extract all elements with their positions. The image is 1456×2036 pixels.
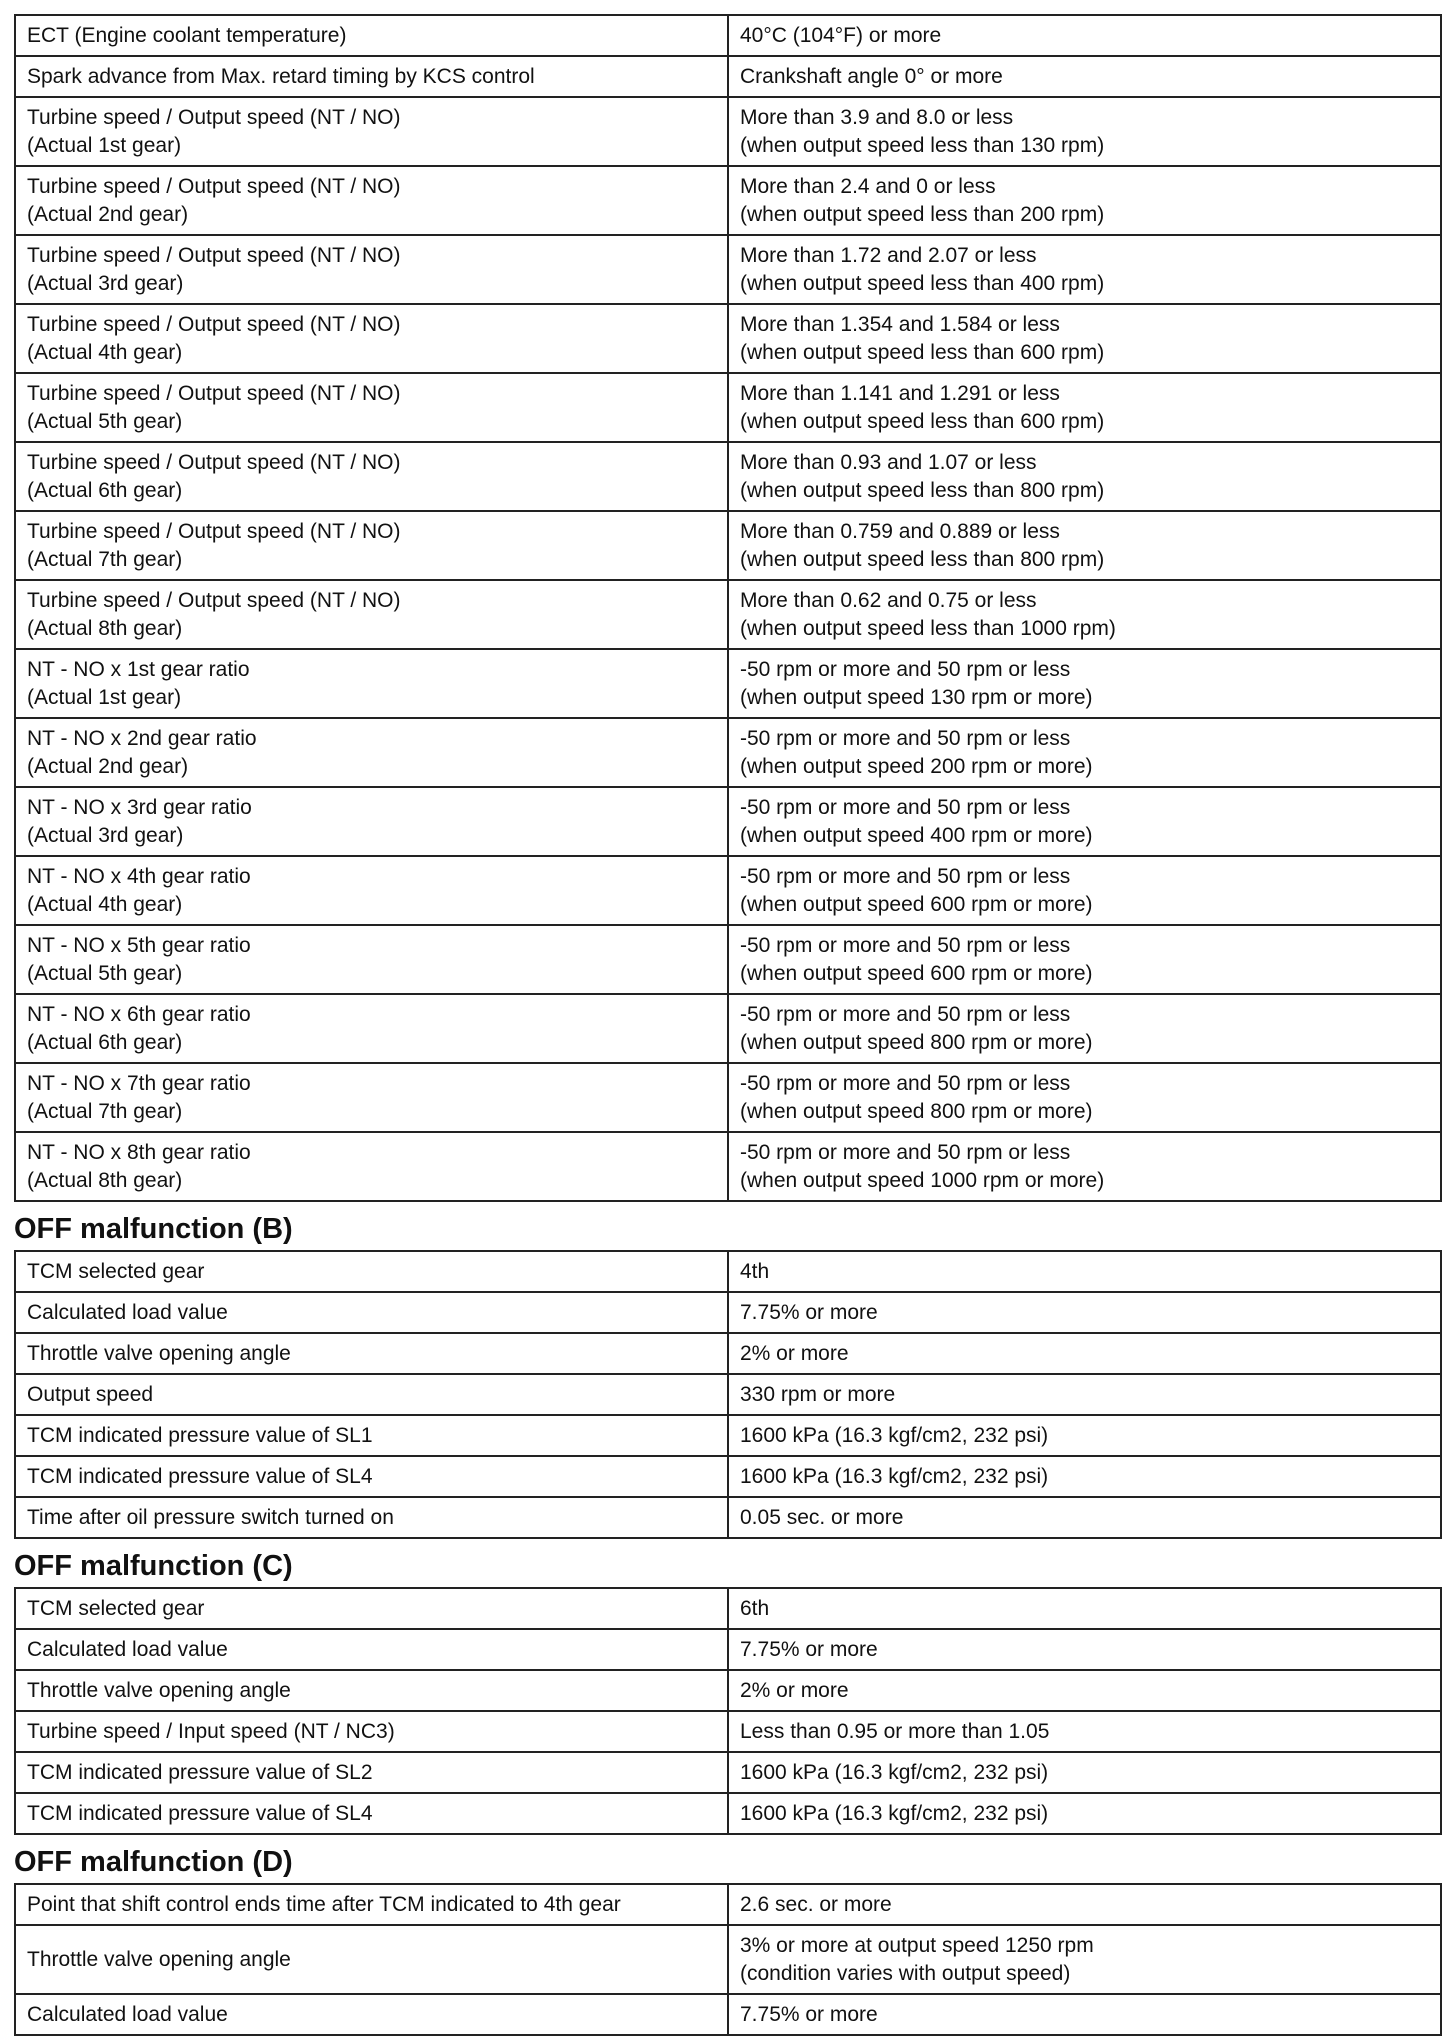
condition-item-cell bbox=[15, 718, 728, 787]
condition-value-cell bbox=[728, 787, 1441, 856]
condition-item-cell bbox=[15, 580, 728, 649]
condition-value-cell bbox=[728, 1132, 1441, 1201]
condition-item-cell bbox=[15, 97, 728, 166]
cell-text-line: (when output speed less than 800 rpm) bbox=[740, 478, 1105, 502]
cell-text-line: TCM selected gear bbox=[27, 1596, 205, 1620]
condition-value-cell bbox=[728, 235, 1441, 304]
cell-text-line: -50 rpm or more and 50 rpm or less bbox=[740, 795, 1071, 819]
condition-item-cell bbox=[15, 1588, 728, 1629]
condition-value-cell bbox=[728, 1588, 1441, 1629]
cell-text-line: (Actual 2nd gear) bbox=[27, 202, 189, 226]
cell-text-line: Turbine speed / Output speed (NT / NO) bbox=[27, 588, 401, 612]
cell-text-line: Throttle valve opening angle bbox=[27, 1678, 291, 1702]
section-heading-off-malfunction-b: OFF malfunction (B) bbox=[14, 1213, 293, 1245]
cell-text-line: (when output speed less than 400 rpm) bbox=[740, 271, 1105, 295]
conditions-table-off-malfunction-d bbox=[14, 1883, 1442, 2036]
cell-text-line: NT - NO x 8th gear ratio bbox=[27, 1140, 251, 1164]
cell-text-line: -50 rpm or more and 50 rpm or less bbox=[740, 1002, 1071, 1026]
cell-text-line: Turbine speed / Output speed (NT / NO) bbox=[27, 174, 401, 198]
table-row bbox=[15, 304, 1441, 373]
condition-item-cell bbox=[15, 1629, 728, 1670]
cell-text-line: Point that shift control ends time after TCM indicated to 4th gear bbox=[27, 1892, 621, 1916]
table-row bbox=[15, 1670, 1441, 1711]
cell-text-line: (Actual 8th gear) bbox=[27, 616, 183, 640]
cell-text-line: 4th bbox=[740, 1259, 770, 1283]
table-row bbox=[15, 994, 1441, 1063]
cell-text-line: NT - NO x 5th gear ratio bbox=[27, 933, 251, 957]
condition-item-cell bbox=[15, 1925, 728, 1994]
cell-text-line: More than 1.72 and 2.07 or less bbox=[740, 243, 1037, 267]
cell-text-line: (when output speed less than 130 rpm) bbox=[740, 133, 1105, 157]
condition-item-cell bbox=[15, 235, 728, 304]
cell-text-line: 6th bbox=[740, 1596, 770, 1620]
condition-value-cell bbox=[728, 1925, 1441, 1994]
condition-value-cell bbox=[728, 1251, 1441, 1292]
cell-text-line: (when output speed less than 600 rpm) bbox=[740, 340, 1105, 364]
cell-text-line: Calculated load value bbox=[27, 1637, 228, 1661]
table-row bbox=[15, 1588, 1441, 1629]
cell-text-line: (Actual 4th gear) bbox=[27, 340, 183, 364]
condition-item-cell bbox=[15, 1884, 728, 1925]
condition-value-cell bbox=[728, 511, 1441, 580]
condition-item-cell bbox=[15, 56, 728, 97]
section-heading-off-malfunction-d: OFF malfunction (D) bbox=[14, 1846, 293, 1878]
cell-text-line: 2.6 sec. or more bbox=[740, 1892, 892, 1916]
cell-text-line: (Actual 3rd gear) bbox=[27, 823, 184, 847]
cell-text-line: 1600 kPa (16.3 kgf/cm2, 232 psi) bbox=[740, 1464, 1049, 1488]
cell-text-line: (Actual 6th gear) bbox=[27, 1030, 183, 1054]
condition-value-cell bbox=[728, 1415, 1441, 1456]
cell-text-line: TCM indicated pressure value of SL4 bbox=[27, 1464, 373, 1488]
cell-text-line: (when output speed less than 200 rpm) bbox=[740, 202, 1105, 226]
condition-value-cell bbox=[728, 1752, 1441, 1793]
cell-text-line: (Actual 2nd gear) bbox=[27, 754, 189, 778]
conditions-table-off-malfunction-c bbox=[14, 1587, 1442, 1835]
condition-item-cell bbox=[15, 649, 728, 718]
condition-value-cell bbox=[728, 442, 1441, 511]
table-row bbox=[15, 56, 1441, 97]
cell-text-line: Spark advance from Max. retard timing by KCS control bbox=[27, 64, 535, 88]
condition-item-cell bbox=[15, 1711, 728, 1752]
cell-text-line: (when output speed 400 rpm or more) bbox=[740, 823, 1093, 847]
condition-item-cell bbox=[15, 1752, 728, 1793]
cell-text-line: Throttle valve opening angle bbox=[27, 1947, 291, 1971]
section-heading-off-malfunction-c: OFF malfunction (C) bbox=[14, 1550, 293, 1582]
cell-text-line: Turbine speed / Output speed (NT / NO) bbox=[27, 519, 401, 543]
table-row bbox=[15, 649, 1441, 718]
cell-text-line: Turbine speed / Output speed (NT / NO) bbox=[27, 450, 401, 474]
table-row bbox=[15, 1884, 1441, 1925]
cell-text-line: 0.05 sec. or more bbox=[740, 1505, 904, 1529]
cell-text-line: (when output speed 800 rpm or more) bbox=[740, 1030, 1093, 1054]
condition-item-cell bbox=[15, 1374, 728, 1415]
cell-text-line: NT - NO x 4th gear ratio bbox=[27, 864, 251, 888]
condition-value-cell bbox=[728, 580, 1441, 649]
condition-item-cell bbox=[15, 1456, 728, 1497]
cell-text-line: NT - NO x 7th gear ratio bbox=[27, 1071, 251, 1095]
cell-text-line: (Actual 1st gear) bbox=[27, 685, 182, 709]
cell-text-line: (when output speed 800 rpm or more) bbox=[740, 1099, 1093, 1123]
cell-text-line: 40°C (104°F) or more bbox=[740, 23, 942, 47]
cell-text-line: (when output speed 200 rpm or more) bbox=[740, 754, 1093, 778]
table-row bbox=[15, 1251, 1441, 1292]
cell-text-line: 1600 kPa (16.3 kgf/cm2, 232 psi) bbox=[740, 1760, 1049, 1784]
cell-text-line: Crankshaft angle 0° or more bbox=[740, 64, 1003, 88]
cell-text-line: (when output speed less than 800 rpm) bbox=[740, 547, 1105, 571]
table-row bbox=[15, 856, 1441, 925]
cell-text-line: (Actual 1st gear) bbox=[27, 133, 182, 157]
condition-value-cell bbox=[728, 97, 1441, 166]
cell-text-line: (condition varies with output speed) bbox=[740, 1961, 1071, 1985]
table-row bbox=[15, 97, 1441, 166]
table-row bbox=[15, 1629, 1441, 1670]
condition-item-cell bbox=[15, 1292, 728, 1333]
cell-text-line: Calculated load value bbox=[27, 1300, 228, 1324]
condition-value-cell bbox=[728, 1292, 1441, 1333]
condition-value-cell bbox=[728, 1456, 1441, 1497]
condition-item-cell bbox=[15, 856, 728, 925]
cell-text-line: (when output speed 600 rpm or more) bbox=[740, 961, 1093, 985]
table-row bbox=[15, 1994, 1441, 2035]
cell-text-line: -50 rpm or more and 50 rpm or less bbox=[740, 1140, 1071, 1164]
condition-value-cell bbox=[728, 1994, 1441, 2035]
cell-text-line: More than 0.93 and 1.07 or less bbox=[740, 450, 1037, 474]
condition-item-cell bbox=[15, 511, 728, 580]
condition-item-cell bbox=[15, 1132, 728, 1201]
cell-text-line: NT - NO x 6th gear ratio bbox=[27, 1002, 251, 1026]
table-row bbox=[15, 1415, 1441, 1456]
condition-value-cell bbox=[728, 649, 1441, 718]
cell-text-line: -50 rpm or more and 50 rpm or less bbox=[740, 864, 1071, 888]
table-row bbox=[15, 1292, 1441, 1333]
table-row bbox=[15, 1132, 1441, 1201]
condition-item-cell bbox=[15, 1415, 728, 1456]
condition-item-cell bbox=[15, 166, 728, 235]
table-row bbox=[15, 1793, 1441, 1834]
condition-item-cell bbox=[15, 1994, 728, 2035]
cell-text-line: NT - NO x 3rd gear ratio bbox=[27, 795, 252, 819]
cell-text-line: Output speed bbox=[27, 1382, 154, 1406]
cell-text-line: (when output speed 130 rpm or more) bbox=[740, 685, 1093, 709]
table-row bbox=[15, 1333, 1441, 1374]
table-row bbox=[15, 511, 1441, 580]
condition-value-cell bbox=[728, 56, 1441, 97]
cell-text-line: (when output speed 1000 rpm or more) bbox=[740, 1168, 1105, 1192]
cell-text-line: (when output speed less than 1000 rpm) bbox=[740, 616, 1116, 640]
table-row bbox=[15, 1497, 1441, 1538]
cell-text-line: -50 rpm or more and 50 rpm or less bbox=[740, 657, 1071, 681]
table-row bbox=[15, 1925, 1441, 1994]
conditions-table-main bbox=[14, 14, 1442, 1202]
cell-text-line: More than 2.4 and 0 or less bbox=[740, 174, 996, 198]
cell-text-line: Time after oil pressure switch turned on bbox=[27, 1505, 394, 1529]
cell-text-line: 2% or more bbox=[740, 1341, 849, 1365]
condition-value-cell bbox=[728, 1063, 1441, 1132]
cell-text-line: 3% or more at output speed 1250 rpm bbox=[740, 1933, 1094, 1957]
condition-value-cell bbox=[728, 373, 1441, 442]
condition-item-cell bbox=[15, 1251, 728, 1292]
cell-text-line: 330 rpm or more bbox=[740, 1382, 896, 1406]
cell-text-line: 2% or more bbox=[740, 1678, 849, 1702]
cell-text-line: Throttle valve opening angle bbox=[27, 1341, 291, 1365]
table-row bbox=[15, 718, 1441, 787]
condition-value-cell bbox=[728, 1793, 1441, 1834]
condition-value-cell bbox=[728, 15, 1441, 56]
table-row bbox=[15, 925, 1441, 994]
cell-text-line: 1600 kPa (16.3 kgf/cm2, 232 psi) bbox=[740, 1801, 1049, 1825]
condition-item-cell bbox=[15, 1793, 728, 1834]
cell-text-line: More than 1.141 and 1.291 or less bbox=[740, 381, 1060, 405]
condition-value-cell bbox=[728, 1670, 1441, 1711]
condition-value-cell bbox=[728, 994, 1441, 1063]
condition-item-cell bbox=[15, 1333, 728, 1374]
condition-value-cell bbox=[728, 925, 1441, 994]
cell-text-line: TCM indicated pressure value of SL1 bbox=[27, 1423, 373, 1447]
table-row bbox=[15, 166, 1441, 235]
cell-text-line: (Actual 8th gear) bbox=[27, 1168, 183, 1192]
condition-value-cell bbox=[728, 1333, 1441, 1374]
condition-item-cell bbox=[15, 925, 728, 994]
table-row bbox=[15, 1374, 1441, 1415]
cell-text-line: 7.75% or more bbox=[740, 2002, 878, 2026]
condition-value-cell bbox=[728, 718, 1441, 787]
table-row bbox=[15, 442, 1441, 511]
condition-value-cell bbox=[728, 1497, 1441, 1538]
table-row bbox=[15, 1711, 1441, 1752]
cell-text-line: More than 1.354 and 1.584 or less bbox=[740, 312, 1060, 336]
table-row bbox=[15, 373, 1441, 442]
condition-item-cell bbox=[15, 787, 728, 856]
condition-value-cell bbox=[728, 856, 1441, 925]
cell-text-line: NT - NO x 2nd gear ratio bbox=[27, 726, 257, 750]
conditions-table-off-malfunction-b bbox=[14, 1250, 1442, 1539]
table-row bbox=[15, 787, 1441, 856]
cell-text-line: (Actual 7th gear) bbox=[27, 547, 183, 571]
condition-value-cell bbox=[728, 304, 1441, 373]
cell-text-line: Less than 0.95 or more than 1.05 bbox=[740, 1719, 1050, 1743]
cell-text-line: TCM selected gear bbox=[27, 1259, 205, 1283]
table-row bbox=[15, 1752, 1441, 1793]
condition-item-cell bbox=[15, 304, 728, 373]
cell-text-line: ECT (Engine coolant temperature) bbox=[27, 23, 347, 47]
cell-text-line: Calculated load value bbox=[27, 2002, 228, 2026]
cell-text-line: Turbine speed / Output speed (NT / NO) bbox=[27, 381, 401, 405]
cell-text-line: (Actual 4th gear) bbox=[27, 892, 183, 916]
cell-text-line: (Actual 7th gear) bbox=[27, 1099, 183, 1123]
spec-document bbox=[14, 14, 1442, 2036]
condition-value-cell bbox=[728, 1884, 1441, 1925]
condition-value-cell bbox=[728, 1711, 1441, 1752]
cell-text-line: (Actual 6th gear) bbox=[27, 478, 183, 502]
condition-value-cell bbox=[728, 166, 1441, 235]
cell-text-line: (when output speed less than 600 rpm) bbox=[740, 409, 1105, 433]
cell-text-line: Turbine speed / Input speed (NT / NC3) bbox=[27, 1719, 395, 1743]
condition-value-cell bbox=[728, 1374, 1441, 1415]
cell-text-line: 7.75% or more bbox=[740, 1637, 878, 1661]
table-row bbox=[15, 580, 1441, 649]
condition-value-cell bbox=[728, 1629, 1441, 1670]
cell-text-line: TCM indicated pressure value of SL4 bbox=[27, 1801, 373, 1825]
condition-item-cell bbox=[15, 1497, 728, 1538]
cell-text-line: -50 rpm or more and 50 rpm or less bbox=[740, 933, 1071, 957]
condition-item-cell bbox=[15, 373, 728, 442]
condition-item-cell bbox=[15, 1670, 728, 1711]
condition-item-cell bbox=[15, 994, 728, 1063]
cell-text-line: (when output speed 600 rpm or more) bbox=[740, 892, 1093, 916]
cell-text-line: NT - NO x 1st gear ratio bbox=[27, 657, 250, 681]
condition-item-cell bbox=[15, 442, 728, 511]
cell-text-line: TCM indicated pressure value of SL2 bbox=[27, 1760, 373, 1784]
table-row bbox=[15, 235, 1441, 304]
table-row bbox=[15, 1063, 1441, 1132]
cell-text-line: Turbine speed / Output speed (NT / NO) bbox=[27, 312, 401, 336]
cell-text-line: (Actual 5th gear) bbox=[27, 409, 183, 433]
cell-text-line: (Actual 5th gear) bbox=[27, 961, 183, 985]
cell-text-line: More than 0.759 and 0.889 or less bbox=[740, 519, 1060, 543]
cell-text-line: -50 rpm or more and 50 rpm or less bbox=[740, 726, 1071, 750]
cell-text-line: Turbine speed / Output speed (NT / NO) bbox=[27, 243, 401, 267]
cell-text-line: (Actual 3rd gear) bbox=[27, 271, 184, 295]
cell-text-line: More than 0.62 and 0.75 or less bbox=[740, 588, 1037, 612]
cell-text-line: -50 rpm or more and 50 rpm or less bbox=[740, 1071, 1071, 1095]
condition-item-cell bbox=[15, 1063, 728, 1132]
cell-text-line: 7.75% or more bbox=[740, 1300, 878, 1324]
cell-text-line: 1600 kPa (16.3 kgf/cm2, 232 psi) bbox=[740, 1423, 1049, 1447]
cell-text-line: Turbine speed / Output speed (NT / NO) bbox=[27, 105, 401, 129]
table-row bbox=[15, 15, 1441, 56]
cell-text-line: More than 3.9 and 8.0 or less bbox=[740, 105, 1014, 129]
table-row bbox=[15, 1456, 1441, 1497]
condition-item-cell bbox=[15, 15, 728, 56]
